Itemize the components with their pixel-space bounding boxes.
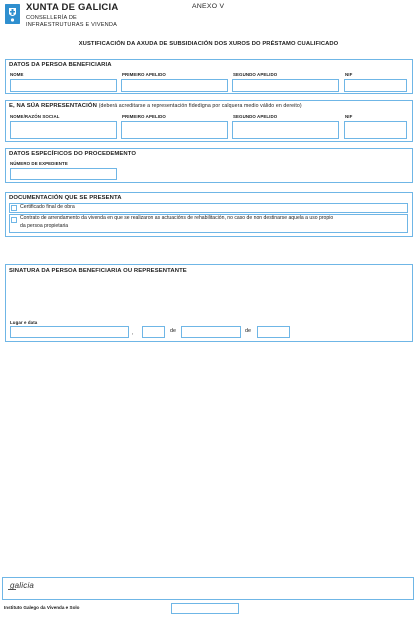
place-field[interactable] bbox=[10, 326, 129, 338]
department-line-1: CONSELLERÍA DE bbox=[26, 15, 77, 21]
beneficiary-section-title: DATOS DA PERSOA BENEFICIARIA bbox=[9, 62, 112, 68]
de-separator-1: de bbox=[170, 328, 176, 334]
rep-name-label: NOME/RAZÓN SOCIAL bbox=[10, 114, 60, 119]
rep-second-surname-field[interactable] bbox=[232, 121, 339, 139]
annex-label: ANEXO V bbox=[192, 3, 225, 10]
name-label: NOME bbox=[10, 72, 24, 77]
rep-nif-label: NIF bbox=[345, 114, 353, 119]
file-number-field[interactable] bbox=[10, 168, 117, 180]
procedure-section-title: DATOS ESPECÍFICOS DO PROCEDEMENTO bbox=[9, 151, 137, 157]
file-number-label: NÚMERO DE EXPEDIENTE bbox=[10, 161, 68, 166]
rep-first-surname-label: PRIMEIRO APELIDO bbox=[122, 114, 166, 119]
rep-nif-field[interactable] bbox=[344, 121, 407, 139]
rep-second-surname-label: SEGUNDO APELIDO bbox=[233, 114, 278, 119]
name-field[interactable] bbox=[10, 79, 117, 92]
organization-title: XUNTA DE GALICIA bbox=[26, 2, 119, 13]
date-comma: , bbox=[132, 330, 134, 336]
second-surname-field[interactable] bbox=[232, 79, 339, 92]
final-certificate-checkbox[interactable] bbox=[11, 205, 17, 211]
lease-contract-label-line-2: da persoa propietaria bbox=[20, 223, 69, 229]
lease-contract-label-line-1: Contrato de arrendamento da vivenda en que se realizaron as actuacións de rehabilitación, no caso de non destinarse aquela a uso propio bbox=[20, 215, 334, 221]
representative-title-text: E, NA SÚA REPRESENTACIÓN bbox=[9, 103, 97, 109]
document-title: XUSTIFICACIÓN DA AXUDA DE SUBSIDIACIÓN DOS XUROS DO PRÉSTAMO CUALIFICADO bbox=[78, 41, 339, 47]
signature-section-title: SINATURA DA PERSOA BENEFICIARIA OU REPRESENTANTE bbox=[9, 268, 187, 274]
month-field[interactable] bbox=[181, 326, 241, 338]
institute-name: Instituto Galego da Vivenda e Solo bbox=[4, 605, 80, 610]
year-field[interactable] bbox=[257, 326, 290, 338]
day-field[interactable] bbox=[142, 326, 165, 338]
first-surname-label: PRIMEIRO APELIDO bbox=[122, 72, 166, 77]
final-certificate-label: Certificado final de obra bbox=[20, 204, 75, 210]
rep-first-surname-field[interactable] bbox=[121, 121, 228, 139]
galicia-brand-logo: galicia bbox=[10, 581, 35, 590]
lease-contract-checkbox[interactable] bbox=[11, 217, 17, 223]
department-line-2: INFRAESTRUTURAS E VIVENDA bbox=[26, 22, 118, 28]
representative-section-title bbox=[9, 103, 302, 109]
first-surname-field[interactable] bbox=[121, 79, 228, 92]
representative-note: (deberá acreditarse a representación fidedigna por calquera medio válido en dereito) bbox=[98, 103, 302, 109]
nif-field[interactable] bbox=[344, 79, 407, 92]
rep-name-field[interactable] bbox=[10, 121, 117, 139]
registry-stamp-field bbox=[171, 603, 239, 614]
footer-box bbox=[2, 577, 414, 600]
place-date-label: Lugar e data bbox=[10, 320, 38, 325]
second-surname-label: SEGUNDO APELIDO bbox=[233, 72, 278, 77]
nif-label: NIF bbox=[345, 72, 353, 77]
galicia-coat-of-arms-icon bbox=[5, 4, 20, 24]
documentation-section-title: DOCUMENTACIÓN QUE SE PRESENTA bbox=[9, 195, 122, 201]
de-separator-2: de bbox=[245, 328, 251, 334]
